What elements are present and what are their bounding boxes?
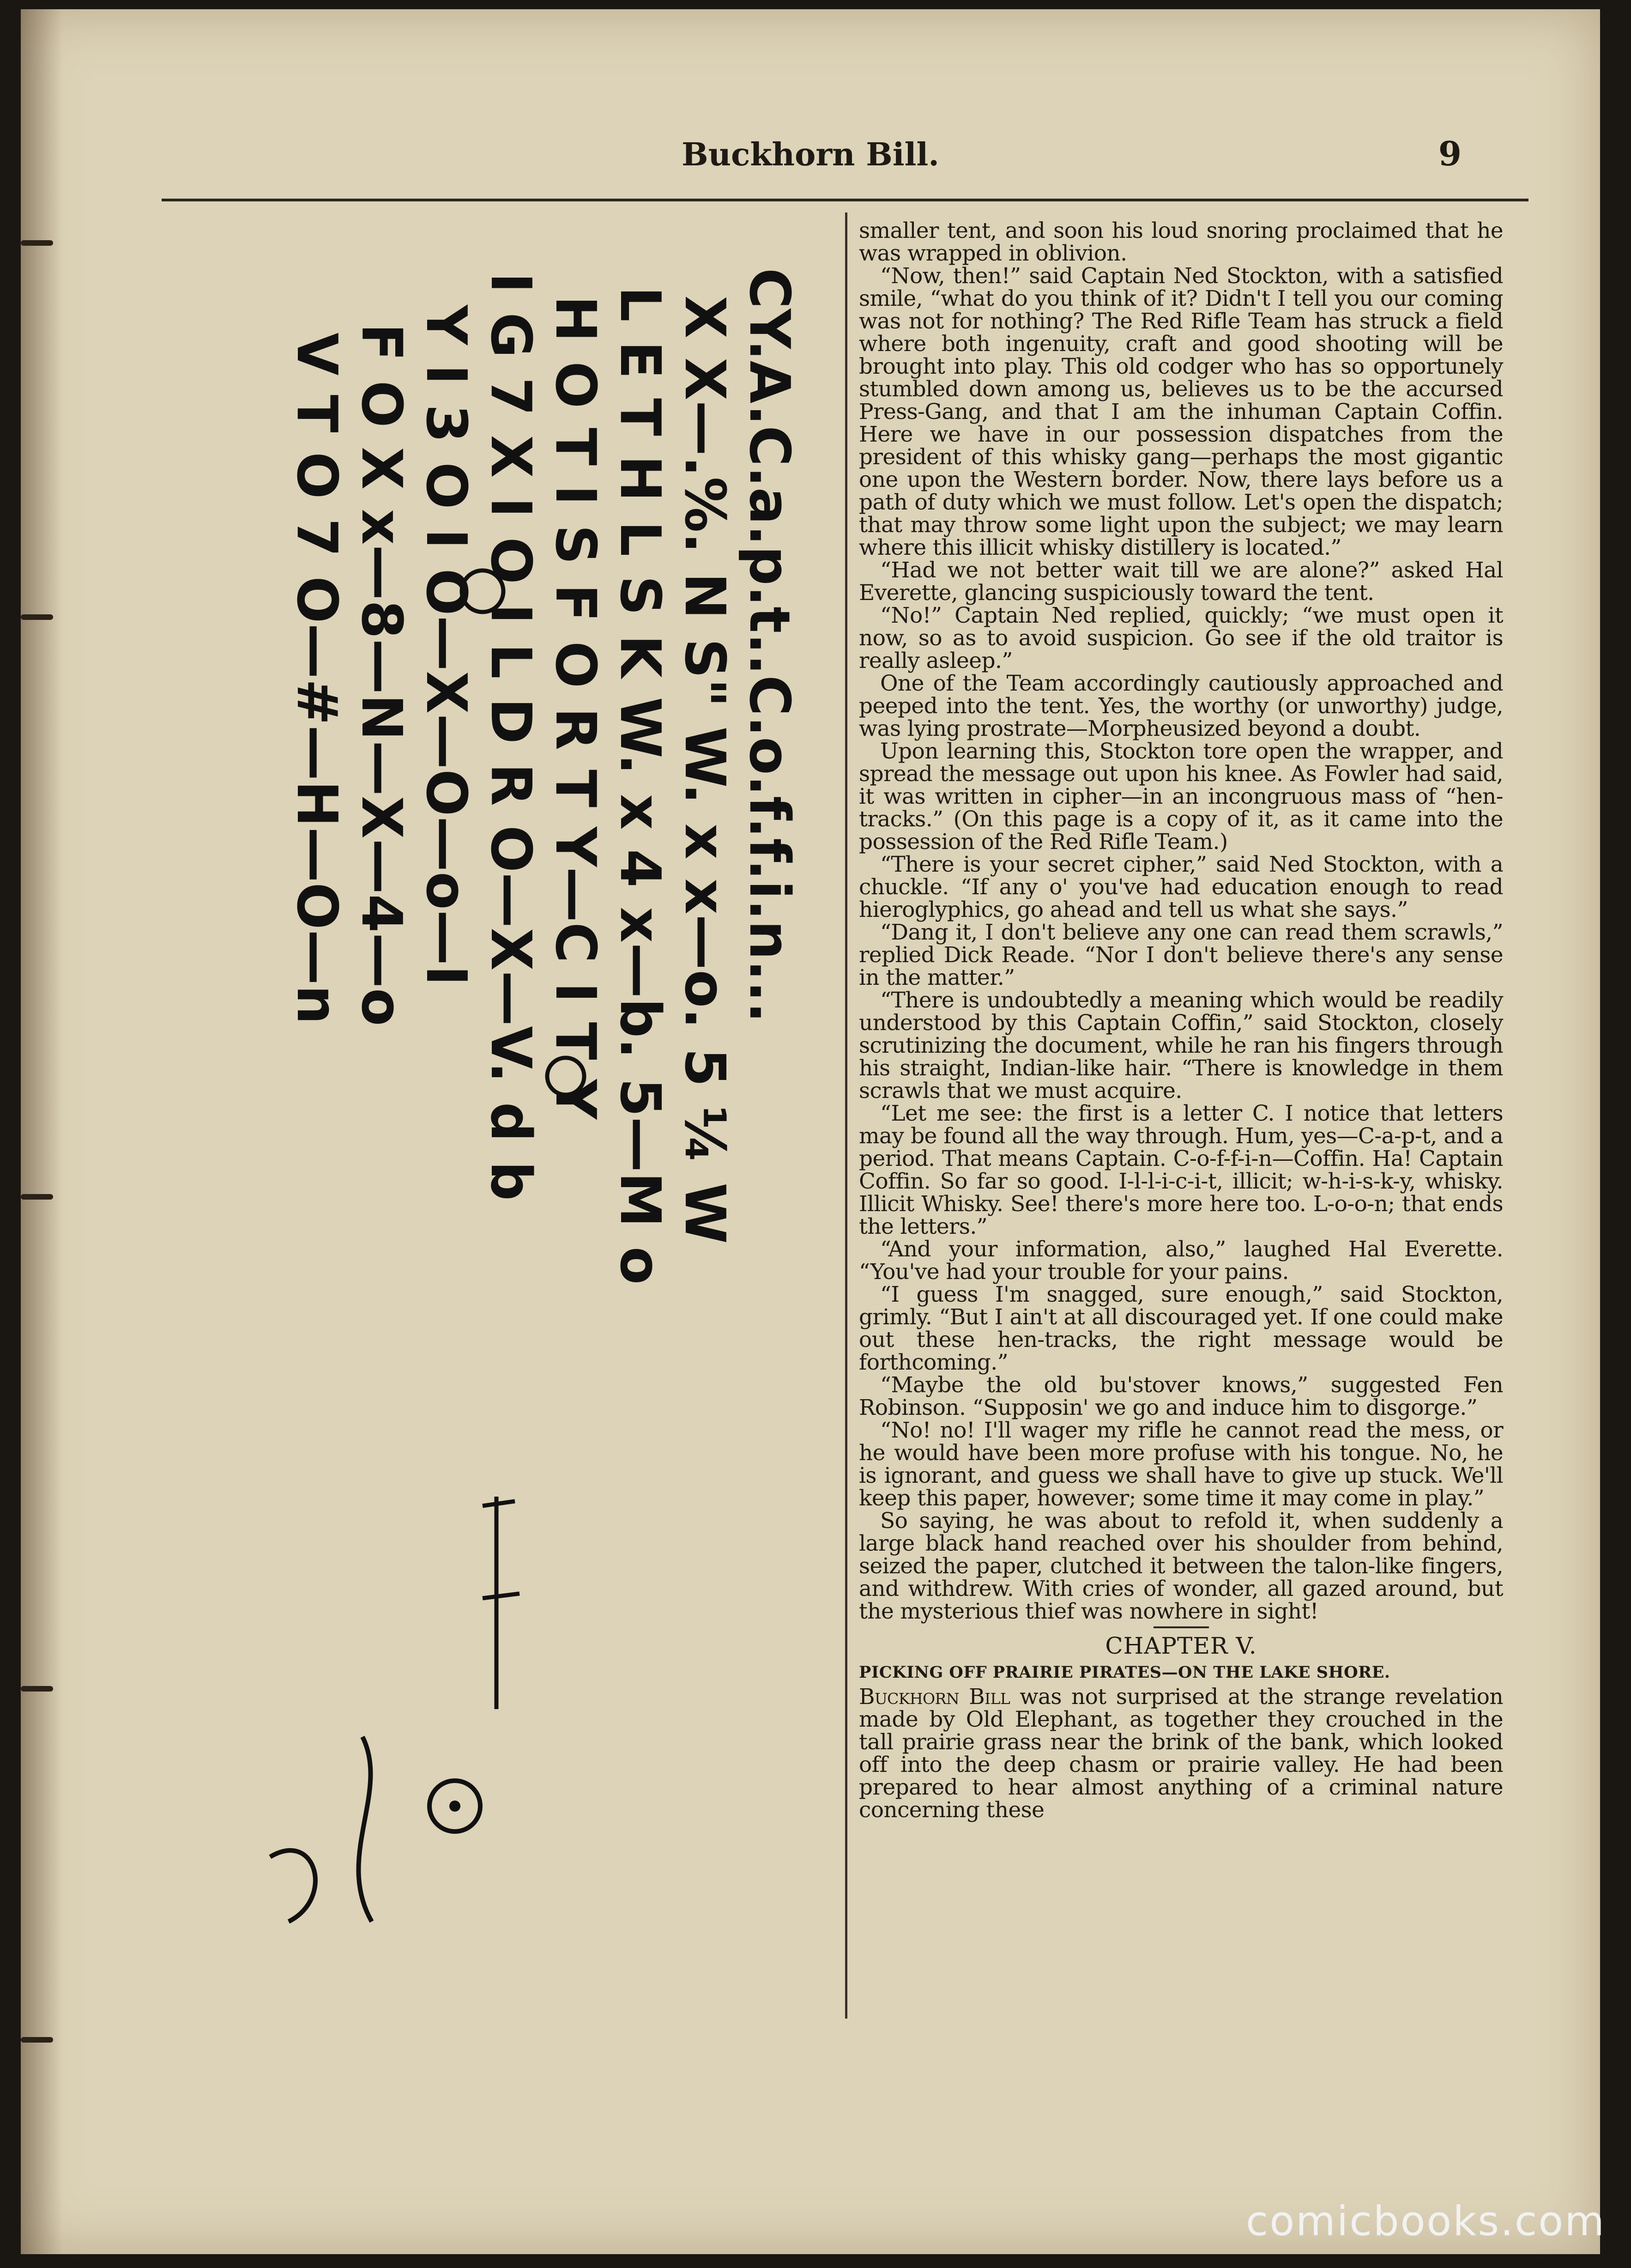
- paragraph: “No!” Captain Ned replied, quickly; “we must open it now, so as to avoid suspicion. Go see if the old traitor is really asleep.”: [859, 603, 1503, 673]
- chapter-first-paragraph: [859, 1686, 1503, 1821]
- cipher-column: V T O 7 O—#—H—O—n: [284, 333, 349, 1025]
- cipher-column: Y I 3 O I O—X—O—o—I: [414, 305, 478, 986]
- cipher-glyph: [483, 1497, 520, 1709]
- binding-stitch: [21, 1194, 53, 1200]
- cipher-column: I G 7 X I O I L D R O—X—V. d b: [478, 273, 543, 1201]
- paragraph: “Now, then!” said Captain Ned Stockton, with a satisfied smile, “what do you think of it? Didn't I tell you our coming was not for nothing? The Red Rifle Team has struck a field where both ingenuity, craft and good shooting will be brought into play. This old codger who has so opportunely stumbled down among us, believes us to be the accursed Press-Gang, and that I am the inhuman Captain Coffin. Here we have in our possession dispatches from the president of this whisky gang—perhaps the most gigantic one upon the Western border. Now, there lays before us a path of duty which we must follow. Let's open the dispatch; that may throw some light upon the subject; we may learn where this illicit whisky distillery is located.”: [859, 263, 1503, 560]
- header-rule: [162, 199, 1528, 201]
- cipher-column: L E T H L S K W. x 4 x—b. 5—M o: [608, 286, 672, 1285]
- cipher-glyph: [270, 1850, 315, 1922]
- chapter-rule: [1154, 1626, 1209, 1628]
- chapter-paragraph-text: was not surprised at the strange revelation made by Old Elephant, as together they crouched in the tall prairie grass near the brink of the bank, which looked off into the deep chasm or prairie valley. He had been prepared to hear almost anything of a criminal nature concerning these: [859, 1684, 1503, 1823]
- paragraph: “I guess I'm snagged, sure enough,” said Stockton, grimly. “But I ain't at all discouraged yet. If one could make out these hen-tracks, the right message would be forthcoming.”: [859, 1282, 1503, 1375]
- cipher-column: H O T I S F O R T Y—C I T Y: [543, 296, 607, 1120]
- running-header-title: Buckhorn Bill.: [682, 136, 939, 173]
- chapter-heading: CHAPTER V.: [1105, 1632, 1257, 1659]
- binding-shadow: [21, 9, 62, 2254]
- cipher-glyph: [358, 1737, 372, 1922]
- book-page: [21, 9, 1600, 2254]
- binding-stitch: [21, 614, 53, 620]
- cipher-glyph: [449, 1801, 460, 1812]
- paragraph: So saying, he was about to refold it, when suddenly a large black hand reached over his shoulder from behind, seized the paper, clutched it between the talon-like fingers, and withdrew. With cries of wonder, all gazed around, but the mysterious thief was nowhere in sight!: [859, 1508, 1503, 1624]
- cipher-column: CY.A.C.a.p.t..C.o.f.f.i.n...: [737, 268, 801, 1023]
- paragraph: “There is your secret cipher,” said Ned Stockton, with a chuckle. “If any o' you've had education enough to read hieroglyphics, go ahead and tell us what she says.”: [859, 852, 1503, 922]
- cipher-column: F O X x—8—N—X—4—o: [349, 323, 413, 1026]
- paragraph: “Let me see: the first is a letter C. I notice that letters may be found all the way through. Hum, yes—C-a-p-t, and a period. That means Captain. C-o-f-f-i-n—Coffin. Ha! Captain Coffin. So far so good. I-l-l-i-c-i-t, illicit; w-h-i-s-k-y, whisky. Illicit Whisky. See! there's more here too. L-o-o-n; that ends the letters.”: [859, 1101, 1503, 1239]
- paragraph: Upon learning this, Stockton tore open the wrapper, and spread the message out upon his knee. As Fowler had said, it was written in cipher—in an incongruous mass of “hen-tracks.” (On this page is a copy of it, as it came into the possession of the Red Rifle Team.): [859, 739, 1503, 855]
- chapter-lead-words: Buckhorn Bill: [859, 1684, 1010, 1710]
- binding-stitch: [21, 2037, 53, 2043]
- binding-stitch: [21, 1686, 53, 1692]
- cipher-document: [196, 212, 834, 2042]
- paragraph: “There is undoubtedly a meaning which would be readily understood by this Captain Coffin,” said Stockton, closely scrutinizing the document, while he ran his fingers through his straight, Indian-like hair. “There is knowledge in them scrawls that we must acquire.: [859, 988, 1503, 1104]
- paragraph: “Maybe the old bu'stover knows,” suggested Fen Robinson. “Supposin' we go and induce him to disgorge.”: [859, 1372, 1503, 1420]
- paragraph: “And your information, also,” laughed Hal Everette. “You've had your trouble for your pains.: [859, 1237, 1503, 1285]
- cipher-handwriting: [196, 212, 834, 2042]
- page-number: 9: [1438, 134, 1462, 173]
- paragraph: “Had we not better wait till we are alone?” asked Hal Everette, glancing suspiciously toward the tent.: [859, 558, 1503, 606]
- paragraph: One of the Team accordingly cautiously approached and peeped into the tent. Yes, the worthy (or unworthy) judge, was lying prostrate—Morpheusized beyond a doubt.: [859, 671, 1503, 741]
- paragraph: “No! no! I'll wager my rifle he cannot read the mess, or he would have been more profuse with his tongue. No, he is ignorant, and guess we shall have to give up stuck. We'll keep this paper, however; some time it may come in play.”: [859, 1418, 1503, 1511]
- binding-stitch: [21, 240, 53, 246]
- cipher-column: X X—.%. N S" W. x x—o. 5 ¼ W: [672, 296, 737, 1244]
- site-watermark: comicbooks.com: [1245, 2197, 1606, 2245]
- article-column: [859, 219, 1503, 1821]
- paragraph: smaller tent, and soon his loud snoring proclaimed that he was wrapped in oblivion.: [859, 218, 1503, 266]
- paragraph: “Dang it, I don't believe any one can read them scrawls,” replied Dick Reade. “Nor I don't believe there's any sense in the matter.”: [859, 920, 1503, 990]
- column-divider: [845, 212, 847, 2019]
- chapter-subtitle: PICKING OFF PRAIRIE PIRATES—ON THE LAKE SHORE.: [859, 1663, 1390, 1682]
